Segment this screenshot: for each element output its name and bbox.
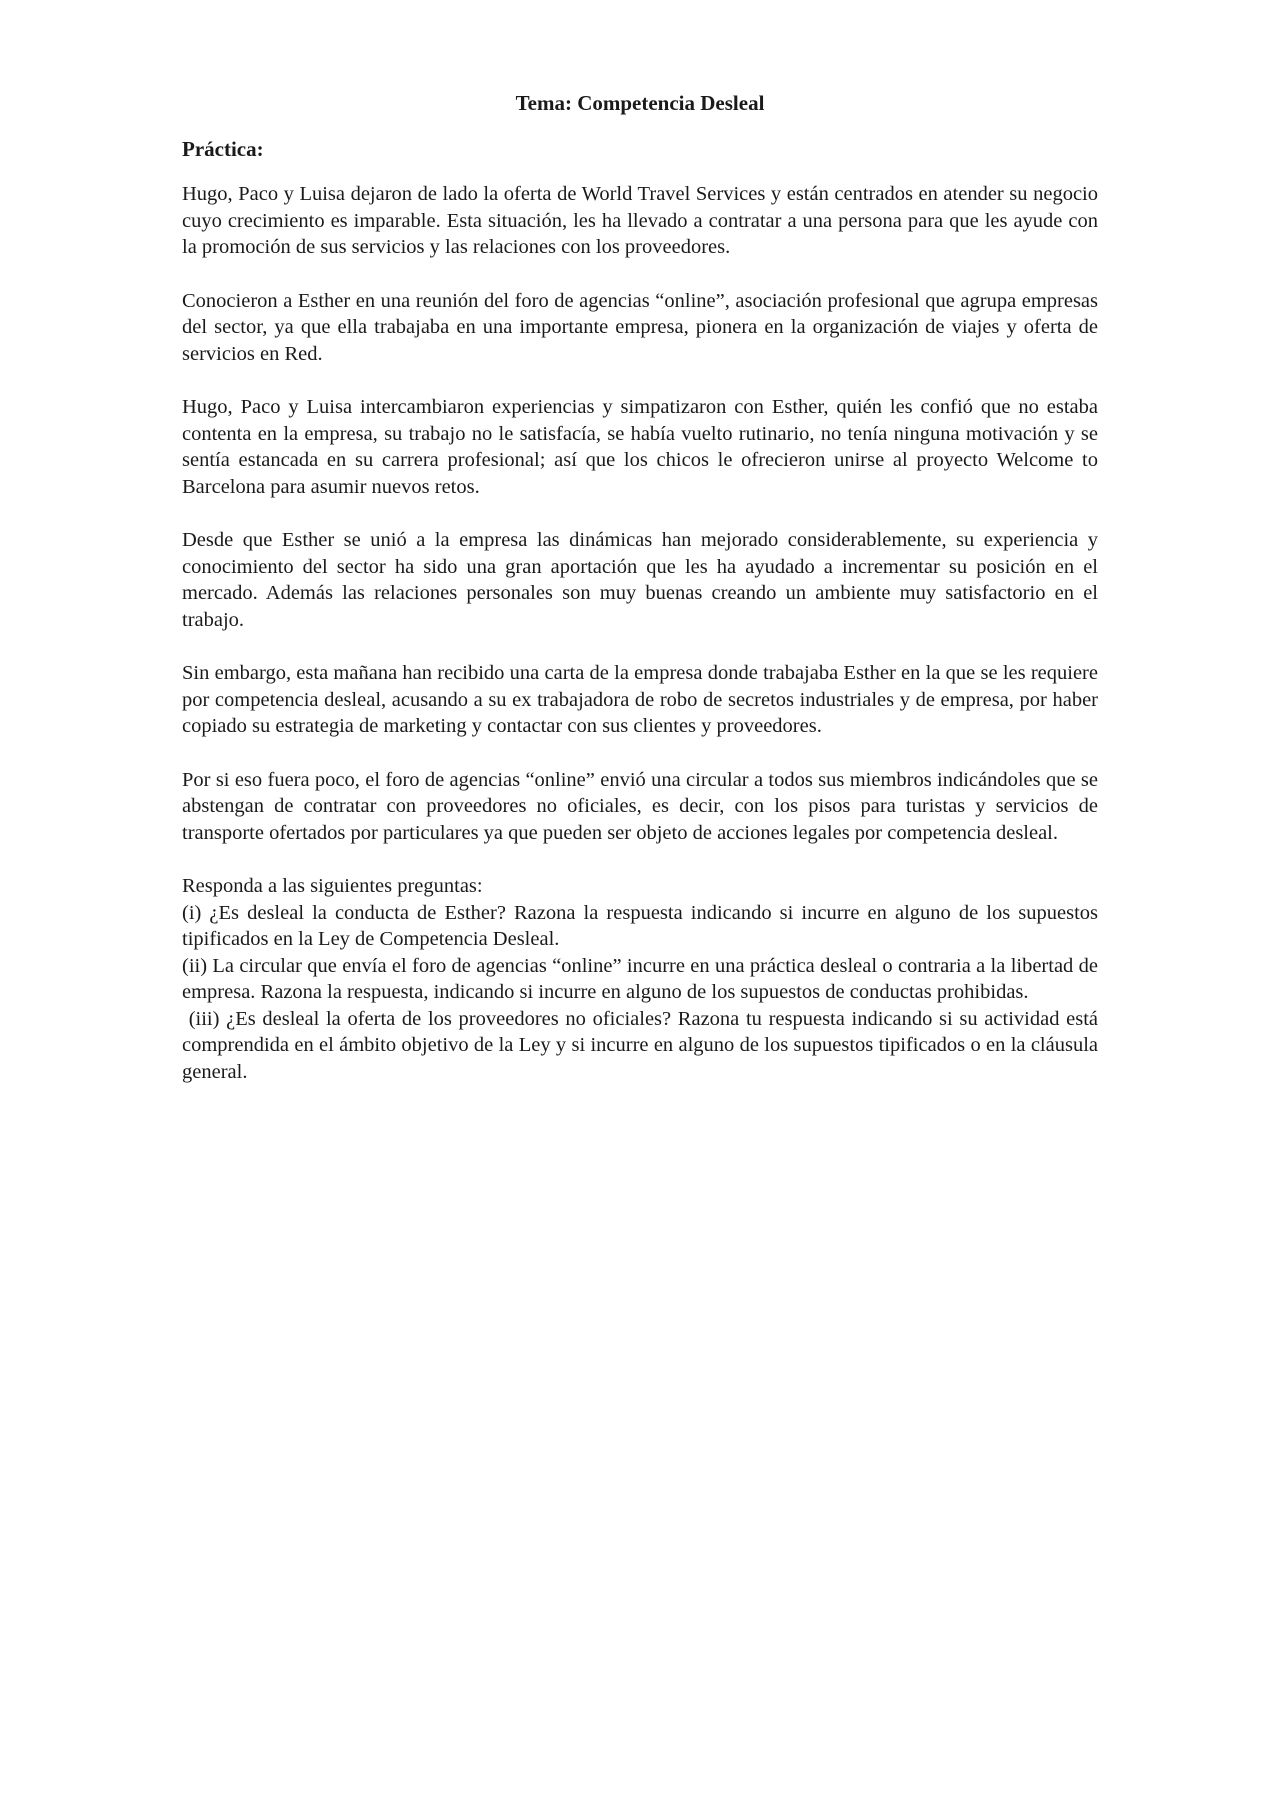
document-title: Tema: Competencia Desleal: [515, 91, 765, 115]
paragraph-6: Por si eso fuera poco, el foro de agencias “online” envió una circular a todos sus miembros indicándoles que se abstengan de contratar con proveedores no oficiales, es decir, con los pisos para turistas y servicios de transporte ofertados por particulares ya que pueden ser objeto de acciones legales por competencia desleal.: [182, 768, 1098, 844]
section-heading: Práctica:: [182, 137, 264, 161]
questions-prompt: Responda a las siguientes preguntas:: [182, 875, 483, 897]
paragraph-1: Hugo, Paco y Luisa dejaron de lado la oferta de World Travel Services y están centrados en atender su negocio cuyo crecimiento es imparable. Esta situación, les ha llevado a contratar a una persona para que les ayude con la promoción de sus servicios y las relaciones con los proveedores.: [182, 183, 1098, 258]
document-page: [182, 82, 1104, 1085]
paragraph-2: Conocieron a Esther en una reunión del foro de agencias “online”, asociación profesional que agrupa empresas del sector, ya que ella trabajaba en una importante empresa, pionera en la organización de viajes y oferta de servicios en Red.: [182, 289, 1098, 365]
question-2: (ii) La circular que envía el foro de agencias “online” incurre en una práctica desleal o contraria a la libertad de empresa. Razona la respuesta, indicando si incurre en alguno de los supuestos de conductas prohibidas.: [182, 954, 1098, 1003]
paragraph-3: Hugo, Paco y Luisa intercambiaron experiencias y simpatizaron con Esther, quién les confió que no estaba contenta en la empresa, su trabajo no le satisfacía, se había vuelto rutinario, no tenía ninguna motivación y se sentía estancada en su carrera profesional; así que los chicos le ofrecieron unirse al proyecto Welcome to Barcelona para asumir nuevos retos.: [182, 396, 1098, 498]
question-1: (i) ¿Es desleal la conducta de Esther? Razona la respuesta indicando si incurre en alguno de los supuestos tipificados en la Ley de Competencia Desleal.: [182, 901, 1098, 950]
paragraph-4: Desde que Esther se unió a la empresa las dinámicas han mejorado considerablemente, su experiencia y conocimiento del sector ha sido una gran aportación que les ha ayudado a incrementar su posición en el mercado. Además las relaciones personales son muy buenas creando un ambiente muy satisfactorio en el trabajo.: [182, 529, 1098, 631]
question-3: (iii) ¿Es desleal la oferta de los proveedores no oficiales? Razona tu respuesta indicando si su actividad está comprendida en el ámbito objetivo de la Ley y si incurre en alguno de los supuestos tipificados o en la cláusula general.: [182, 1007, 1104, 1083]
paragraph-5: Sin embargo, esta mañana han recibido una carta de la empresa donde trabajaba Esther en la que se les requiere por competencia desleal, acusando a su ex trabajadora de robo de secretos industriales y de empresa, por haber copiado su estrategia de marketing y contactar con sus clientes y proveedores.: [182, 662, 1098, 737]
